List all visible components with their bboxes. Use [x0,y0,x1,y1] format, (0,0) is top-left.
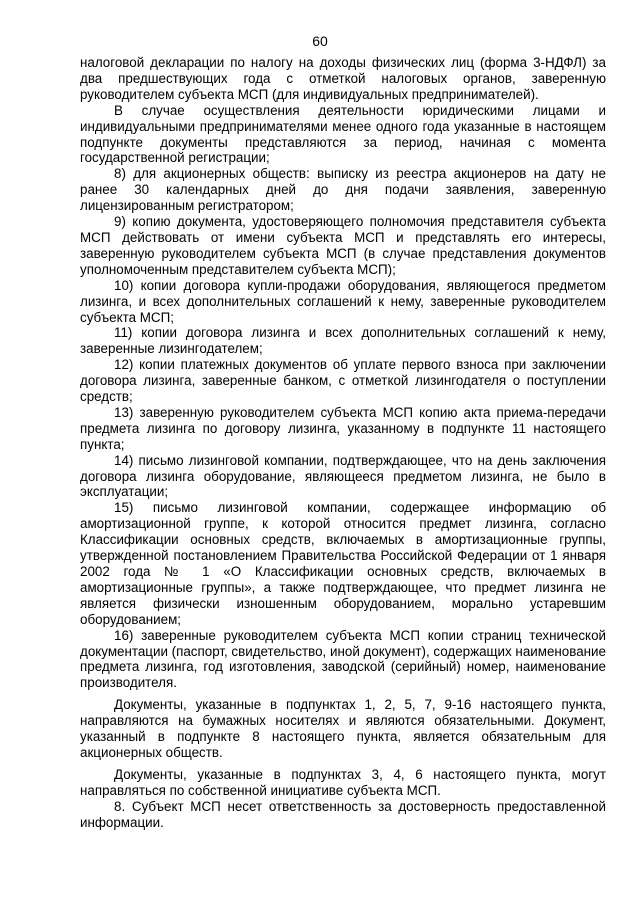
paragraph-tax-declaration: налоговой декларации по налогу на доходы физических лиц (форма 3-НДФЛ) за два предшествующих года с отметкой налоговых органов, заверенную руководителем субъекта МСП (для индивидуальных предпринимателей). [80,55,606,102]
paragraph-item-10: 10) копии договора купли-продажи оборудования, являющегося предметом лизинга, и всех дополнительных соглашений к нему, заверенные руководителем субъекта МСП; [80,277,606,325]
page-number: 60 [312,33,328,49]
paragraph-less-than-year: В случае осуществления деятельности юридическими лицами и индивидуальными предпринимателями менее одного года указанные в настоящем подпункте документы представляются за период, начиная с момента государственной регистрации; [80,102,606,166]
paragraph-item-12: 12) копии платежных документов об уплате первого взноса при заключении договора лизинга, заверенные банком, с отметкой лизингодателя о поступлении средств; [80,357,606,405]
document-body [80,55,606,831]
paragraph-mandatory-documents: Документы, указанные в подпунктах 1, 2, 5, 7, 9-16 настоящего пункта, направляются на бумажных носителях и являются обязательными. Документ, указанный в подпункте 8 настоящего пункта, является обязательным для акционерных обществ. [80,697,606,760]
paragraph-optional-documents: Документы, указанные в подпунктах 3, 4, 6 настоящего пункта, могут направляться по собственной инициативе субъекта МСП. [80,766,606,798]
paragraph-clause-8: 8. Субъект МСП несет ответственность за достоверность предоставленной информации. [80,798,606,830]
paragraph-item-9: 9) копию документа, удостоверяющего полномочия представителя субъекта МСП действовать от имени субъекта МСП и представлять его интересы, заверенную руководителем субъекта МСП (в случае представления документов уполномоченным представителем субъекта МСП); [80,214,606,277]
paragraph-item-16: 16) заверенные руководителем субъекта МСП копии страниц технической документации (паспорт, свидетельство, иной документ), содержащих наименование предмета лизинга, год изготовления, заводской (серийный) номер, наименование производителя. [80,627,606,691]
paragraph-item-11: 11) копии договора лизинга и всех дополнительных соглашений к нему, заверенные лизингодателем; [80,325,606,357]
paragraph-item-14: 14) письмо лизинговой компании, подтверждающее, что на день заключения договора лизинга оборудование, являющееся предметом лизинга, не было в эксплуатации; [80,452,606,500]
paragraph-item-8: 8) для акционерных обществ: выписку из реестра акционеров на дату не ранее 30 календарных дней до дня подачи заявления, заверенную лицензированным регистратором; [80,166,606,214]
paragraph-item-13: 13) заверенную руководителем субъекта МСП копию акта приема-передачи предмета лизинга по договору лизинга, указанному в подпункте 11 настоящего пункта; [80,404,606,452]
paragraph-item-15: 15) письмо лизинговой компании, содержащее информацию об амортизационной группе, к которой относится предмет лизинга, согласно Классификации основных средств, включаемых в амортизационные группы, утвержденной постановлением Правительства Российской Федерации от 1 января 2002 года № 1 «О Классификации основных средств, включаемых в амортизационные группы», а также подтверждающее, что предмет лизинга не является физически изношенным оборудованием, морально устаревшим оборудованием; [80,500,606,627]
